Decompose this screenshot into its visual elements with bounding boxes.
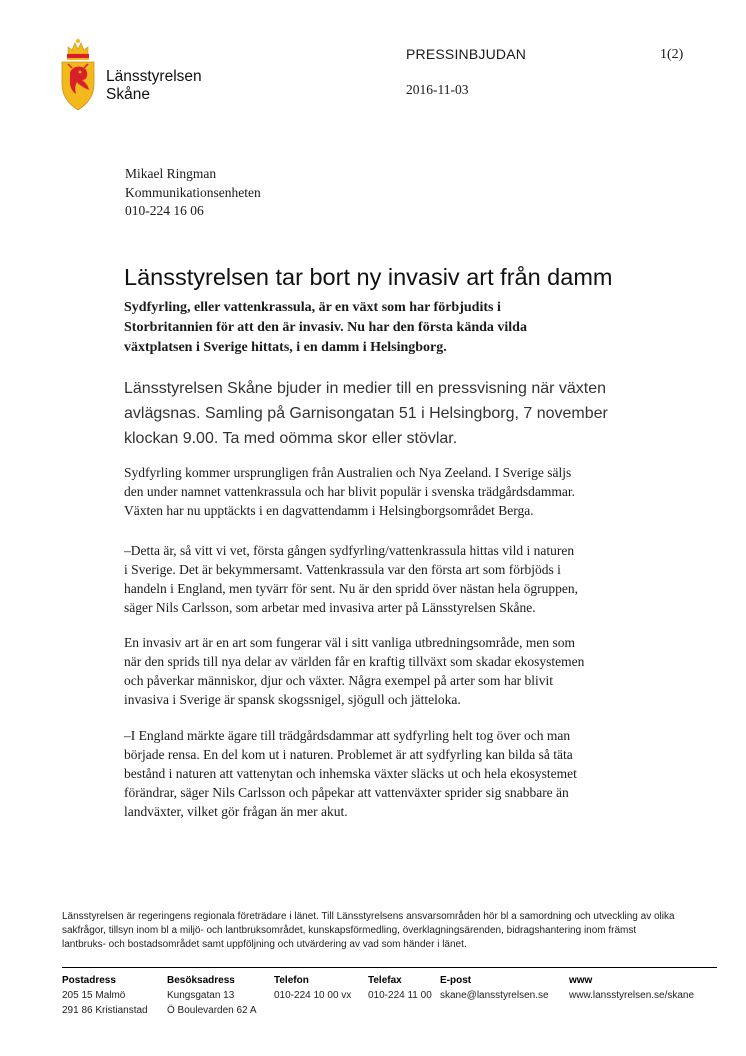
footer-label: Telefax	[368, 975, 402, 986]
body-paragraph-4	[124, 726, 644, 821]
footer-label: Telefon	[274, 975, 309, 986]
footer-value: 291 86 Kristianstad	[62, 1005, 148, 1016]
footer-line: Länsstyrelsen är regeringens regionala företrädare i länet. Till Länsstyrelsens ansvarsområden hör bl a samordning och utveckling av olika	[62, 911, 675, 922]
lead-line: Storbritannien för att den är invasiv. Nu har den första kända vilda	[124, 320, 527, 335]
body-line: i Sverige. Det är bekymmersamt. Vattenkrassula var den första art som förbjöds i	[124, 562, 561, 577]
lansstyrelsen-logo	[58, 38, 98, 114]
footer-telefax	[368, 973, 432, 1003]
body-line: landväxter, vilket gör frågan än mer akut.	[124, 804, 348, 819]
body-line: invasiva i Sverige är spansk skogssnigel, sjögull och jätteloka.	[124, 692, 461, 707]
org-region: Skåne	[106, 86, 150, 103]
footer-value: 010-224 11 00	[368, 990, 432, 1001]
body-line: den under namnet vattenkrassula och har blivit populär i svenska trädgårdsdammar.	[124, 484, 575, 499]
contact-name: Mikael Ringman	[125, 166, 217, 181]
contact-phone: 010-224 16 06	[125, 203, 204, 218]
footer-line: lantbruks- och bostadsområdet samt uppföljning och utvärdering av vad som händer i länet.	[62, 939, 467, 950]
footer-label: E-post	[440, 975, 472, 986]
footer-line: sakfrågor, tillsyn inom bl a miljö- och lantbruksområdet, kunskapsförmedling, överklagningsärenden, bidragshantering inom främst	[62, 925, 637, 936]
invitation-paragraph	[124, 376, 644, 451]
body-line: förändrar, säger Nils Carlsson och påpekar att vattenväxter sprider sig snabbare än	[124, 785, 569, 800]
org-name: Länsstyrelsen	[106, 68, 202, 85]
footer-epost	[440, 973, 549, 1003]
body-line: Sydfyrling kommer ursprungligen från Australien och Nya Zeeland. I Sverige säljs	[124, 465, 572, 480]
body-paragraph-1	[124, 463, 644, 520]
page-number: 1(2)	[660, 47, 684, 62]
body-line: när den sprids till nya delar av världen får en kraftig tillväxt som skadar ekosystemen	[124, 654, 585, 669]
body-line: En invasiv art är en art som fungerar väl i sitt vanliga utbredningsområde, men som	[124, 635, 576, 650]
footer-website-link[interactable]: www.lansstyrelsen.se/skane	[569, 990, 695, 1001]
crowned-shield-icon	[58, 38, 98, 114]
footer-value: Ö Boulevarden 62 A	[167, 1005, 257, 1016]
footer-label: www	[569, 975, 593, 986]
document-type: PRESSINBJUDAN	[406, 46, 527, 62]
body-line: bestånd i naturen att vattenytan och inhemska växter släcks ut och hela ekosystemet	[124, 766, 577, 781]
body-paragraph-2	[124, 541, 644, 617]
footer-email-link[interactable]: skane@lansstyrelsen.se	[440, 990, 549, 1001]
footer-description	[62, 910, 722, 952]
footer-label: Besöksadress	[167, 975, 235, 986]
body-line: började rensa. En del kom ut i naturen. Problemet är att sydfyrling kan bilda så täta	[124, 747, 573, 762]
contact-block	[125, 165, 261, 221]
body-line: –I England märkte ägare till trädgårdsdammar att sydfyrling helt tog över och man	[124, 728, 571, 743]
invite-line: avlägsnas. Samling på Garnisongatan 51 i Helsingborg, 7 november	[124, 405, 608, 422]
invite-line: Länsstyrelsen Skåne bjuder in medier till en pressvisning när växten	[124, 380, 607, 397]
footer-postadress	[62, 973, 148, 1018]
body-line: –Detta är, så vitt vi vet, första gången sydfyrling/vattenkrassula hittas vild i naturen	[124, 543, 575, 558]
footer-value: Kungsgatan 13	[167, 990, 235, 1001]
body-line: Växten har nu upptäckts i en dagvattendamm i Helsingborgsområdet Berga.	[124, 503, 534, 518]
footer-value: 010-224 10 00 vx	[274, 990, 352, 1001]
document-date: 2016-11-03	[406, 82, 469, 97]
headline: Länsstyrelsen tar bort ny invasiv art från damm	[124, 264, 613, 290]
footer-telefon	[274, 973, 351, 1003]
body-line: och påverkar människor, djur och växter. Några exempel på arter som har blivit	[124, 673, 554, 688]
lead-paragraph	[124, 298, 594, 358]
lead-line: växtplatsen i Sverige hittats, i en damm i Helsingborg.	[124, 340, 447, 355]
body-line: handeln i England, men tyvärr för sent. Nu är den spridd över nästan hela ögruppen,	[124, 581, 578, 596]
contact-unit: Kommunikationsenheten	[125, 184, 261, 200]
invite-line: klockan 9.00. Ta med oömma skor eller stövlar.	[124, 430, 458, 447]
body-line: säger Nils Carlsson, som arbetar med invasiva arter på Länsstyrelsen Skåne.	[124, 600, 536, 615]
footer-divider	[62, 967, 717, 968]
footer-besoksadress	[167, 973, 257, 1018]
footer-label: Postadress	[62, 975, 116, 986]
footer-www	[569, 973, 694, 1003]
lead-line: Sydfyrling, eller vattenkrassula, är en växt som har förbjudits i	[124, 300, 501, 315]
footer-value: 205 15 Malmö	[62, 990, 126, 1001]
body-paragraph-3	[124, 633, 644, 709]
